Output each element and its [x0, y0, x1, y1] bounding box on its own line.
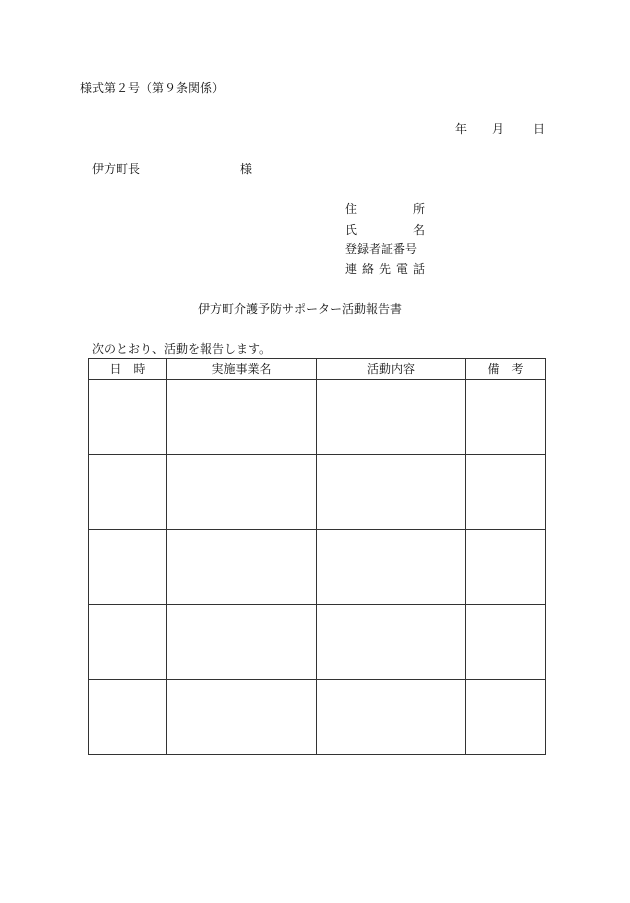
cell-program-name[interactable] — [167, 605, 317, 680]
cell-remarks[interactable] — [466, 680, 546, 755]
header-program-name: 実施事業名 — [167, 359, 317, 380]
table-row — [89, 680, 546, 755]
cell-activity-content[interactable] — [317, 680, 466, 755]
cell-datetime[interactable] — [89, 455, 167, 530]
document-title: 伊方町介護予防サポーター活動報告書 — [198, 302, 403, 316]
registration-text: 登録者証番号 — [345, 242, 418, 256]
phone-char: 電 — [395, 262, 408, 276]
table-row — [89, 605, 546, 680]
table-row — [89, 455, 546, 530]
address-char: 所 — [412, 202, 425, 216]
applicant-name-label — [345, 224, 425, 236]
header-datetime: 日 時 — [89, 359, 167, 380]
phone-char: 先 — [378, 262, 391, 276]
date-day-label: 日 — [533, 122, 546, 136]
addressee-honorific: 様 — [240, 162, 253, 176]
phone-char: 絡 — [361, 262, 374, 276]
table-row — [89, 530, 546, 605]
phone-char: 話 — [412, 262, 425, 276]
cell-remarks[interactable] — [466, 455, 546, 530]
cell-remarks[interactable] — [466, 530, 546, 605]
cell-datetime[interactable] — [89, 380, 167, 455]
name-char: 名 — [412, 223, 425, 237]
addressee: 伊方町長 — [92, 162, 141, 176]
table-header-row — [89, 359, 546, 380]
table-row — [89, 380, 546, 455]
intro-text: 次のとおり、活動を報告します。 — [92, 342, 272, 356]
form-number: 様式第２号（第９条関係） — [80, 81, 225, 95]
cell-datetime[interactable] — [89, 680, 167, 755]
header-activity-content: 活動内容 — [317, 359, 466, 380]
phone-char: 連 — [345, 262, 358, 276]
cell-remarks[interactable] — [466, 380, 546, 455]
date-month-label: 月 — [492, 122, 505, 136]
cell-program-name[interactable] — [167, 680, 317, 755]
date-year-label: 年 — [455, 122, 468, 136]
cell-activity-content[interactable] — [317, 605, 466, 680]
cell-program-name[interactable] — [167, 530, 317, 605]
address-char: 住 — [345, 202, 358, 216]
cell-activity-content[interactable] — [317, 380, 466, 455]
cell-datetime[interactable] — [89, 530, 167, 605]
cell-activity-content[interactable] — [317, 530, 466, 605]
cell-remarks[interactable] — [466, 605, 546, 680]
activity-report-table — [88, 358, 546, 755]
header-remarks: 備 考 — [466, 359, 546, 380]
applicant-registration-label — [345, 243, 425, 255]
cell-activity-content[interactable] — [317, 455, 466, 530]
name-char: 氏 — [345, 223, 358, 237]
cell-datetime[interactable] — [89, 605, 167, 680]
applicant-address-label — [345, 203, 425, 215]
applicant-phone-label — [345, 263, 425, 275]
cell-program-name[interactable] — [167, 380, 317, 455]
cell-program-name[interactable] — [167, 455, 317, 530]
